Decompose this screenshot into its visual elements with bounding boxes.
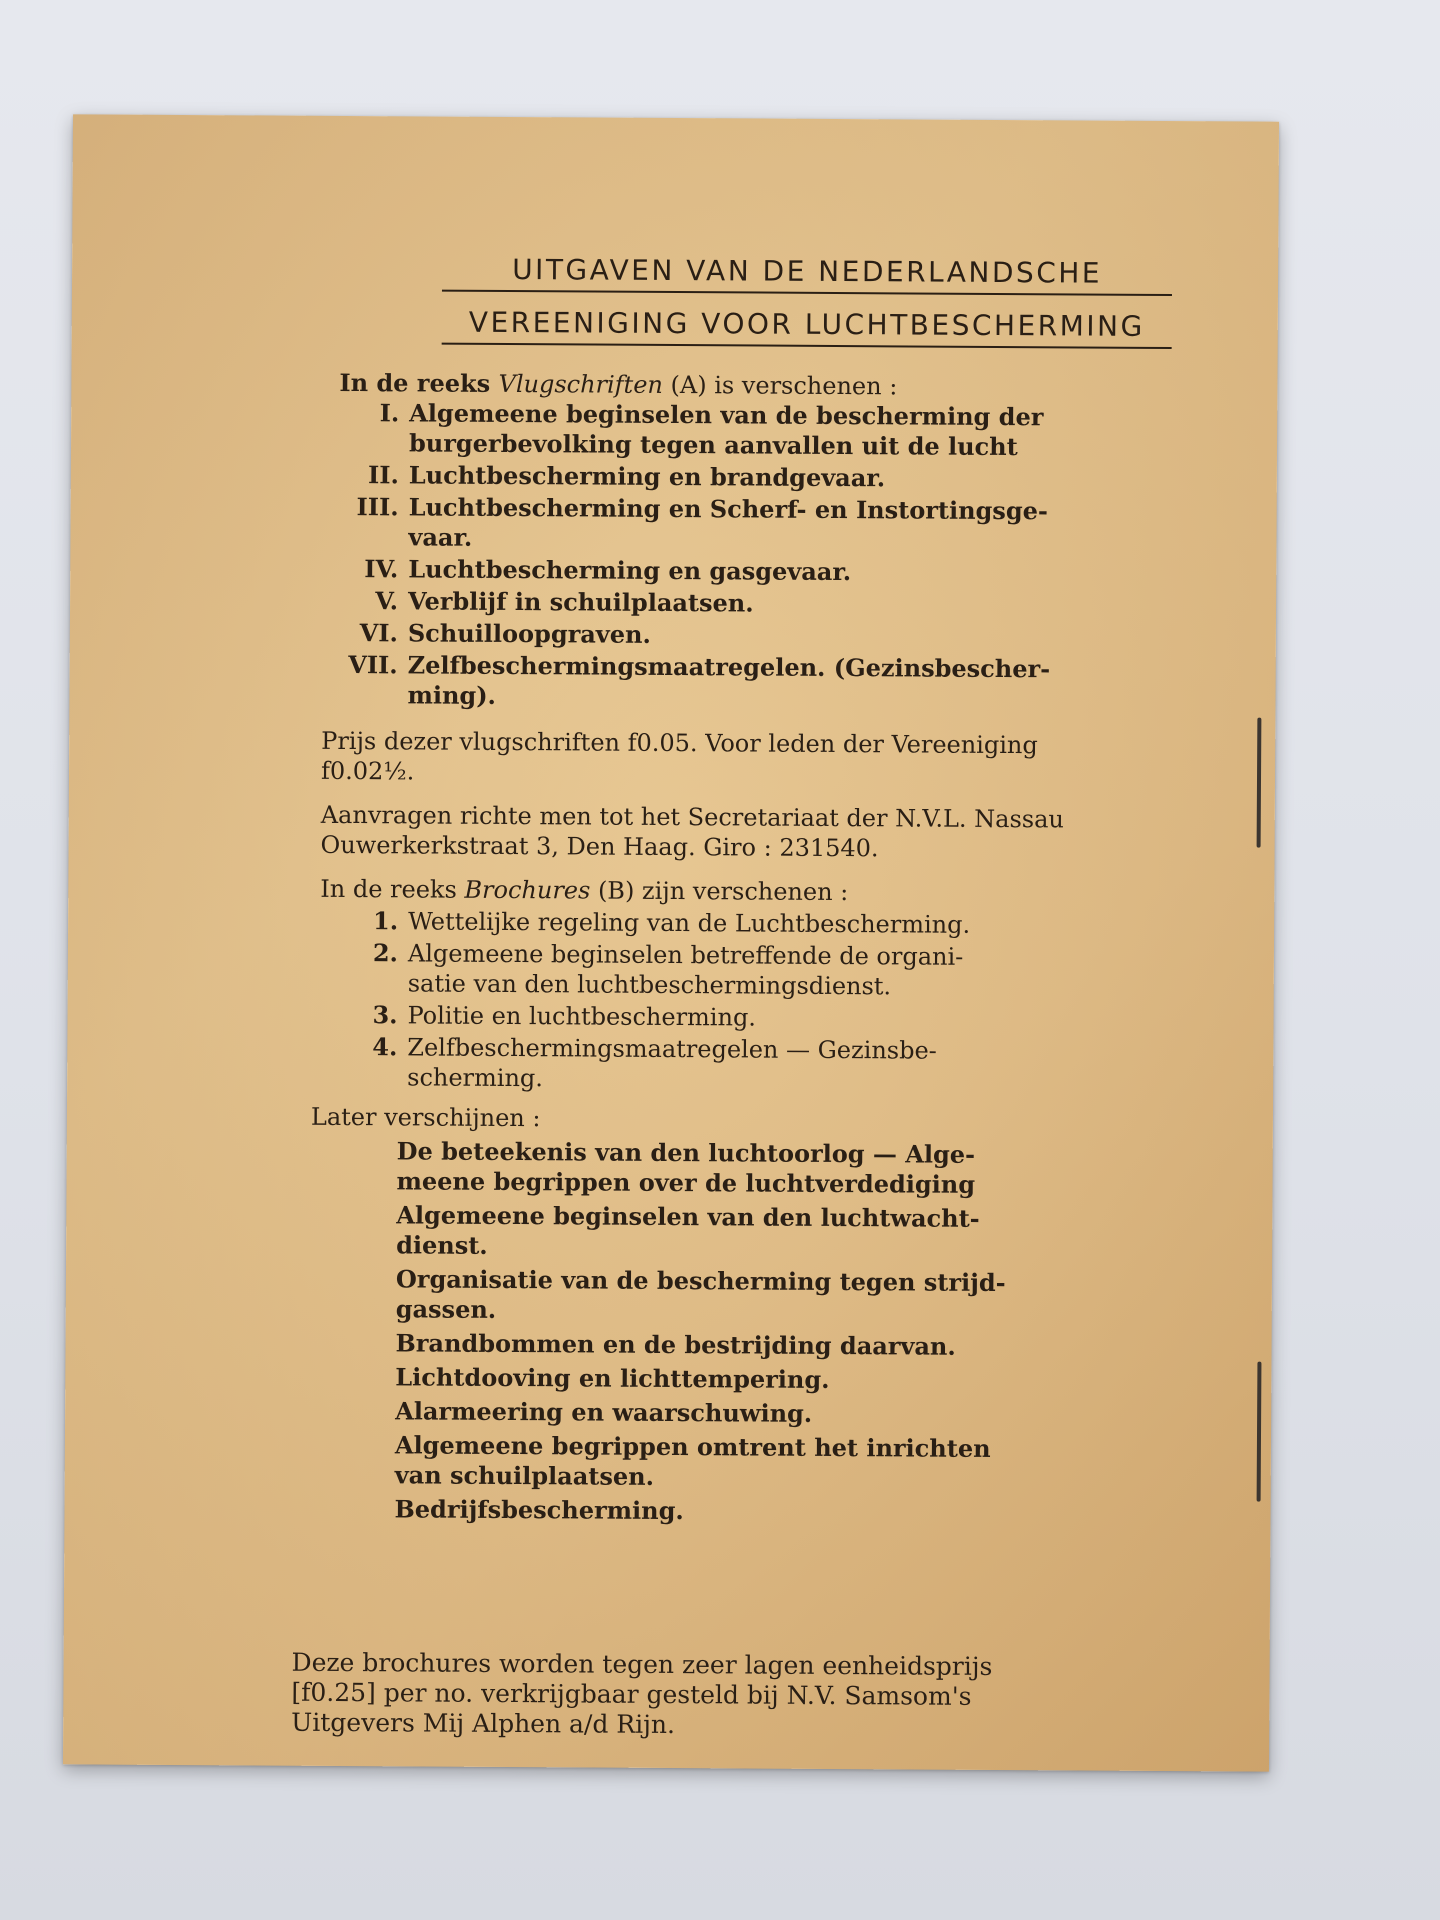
list-item-text: burgerbevolking tegen aanvallen uit de lucht xyxy=(408,428,1018,462)
list-item-text: Algemeene begrippen omtrent het inrichten xyxy=(394,1430,991,1463)
series-b-intro: In de reeks Brochures (B) zijn verschenen : xyxy=(320,874,849,907)
header-line-2: VEREENIGING VOOR LUCHTBESCHERMING xyxy=(442,306,1172,349)
series-a-price: Prijs dezer vlugschriften f0.05. Voor leden der Vereeniging f0.02½. xyxy=(320,726,1038,786)
list-item-number: I. xyxy=(379,398,400,428)
list-item-text: Alarmeering en waarschuwing. xyxy=(395,1396,813,1428)
list-item-text: meene begrippen over de luchtverdediging xyxy=(396,1166,976,1199)
document-header xyxy=(442,253,1173,363)
list-item-text: Luchtbescherming en Scherf- en Instortingsge- xyxy=(408,492,1048,526)
later-heading: Later verschijnen : xyxy=(310,1102,541,1133)
later-item xyxy=(396,1264,1006,1328)
list-item-text: Zelfbeschermingsmaatregelen. (Gezinsbescher- xyxy=(407,650,1051,684)
list-item-text: gassen. xyxy=(395,1294,497,1324)
list-item-number: 3. xyxy=(372,1000,398,1030)
list-item-text: Zelfbeschermingsmaatregelen — Gezinsbe- xyxy=(407,1033,937,1065)
list-item-text: Lichtdooving en lichttempering. xyxy=(395,1362,830,1394)
list-item-number: 4. xyxy=(372,1032,398,1062)
list-item-text: Politie en luchtbescherming. xyxy=(407,1001,757,1032)
series-a-item xyxy=(339,398,1044,462)
list-item-text: scherming. xyxy=(407,1063,544,1093)
list-item-number: 1. xyxy=(372,906,399,936)
list-item-text: Luchtbescherming en brandgevaar. xyxy=(408,460,886,493)
list-item-text: dienst. xyxy=(396,1230,488,1260)
list-item-text: Wettelijke regeling van de Luchtbescherming. xyxy=(408,907,971,939)
list-item-number: 2. xyxy=(372,938,399,968)
list-item-text: Schuilloopgraven. xyxy=(407,618,651,649)
list-item-number: VI. xyxy=(359,618,398,648)
document-page xyxy=(63,114,1279,1771)
staple-mark xyxy=(1257,1362,1262,1502)
series-a-item xyxy=(339,460,885,493)
list-item-number: VII. xyxy=(348,650,398,680)
series-b-item xyxy=(358,906,970,940)
list-item-text: Algemeene beginselen betreffende de organi- xyxy=(407,939,964,971)
header-line-1: UITGAVEN VAN DE NEDERLANDSCHE xyxy=(442,253,1172,296)
list-item-text: Brandbommen en de bestrijding daarvan. xyxy=(395,1328,956,1361)
series-a-request: Aanvragen richte men tot het Secretariaat der N.V.L. Nassau Ouwerkerkstraat 3, Den Haag. Giro : 231540. xyxy=(320,800,1065,863)
series-a-item xyxy=(337,650,1050,714)
list-item-text: Algemeene beginselen van den luchtwacht- xyxy=(396,1200,980,1233)
list-item-text: satie van den luchtbeschermingsdienst. xyxy=(407,969,892,1001)
list-item-number: III. xyxy=(356,492,399,522)
series-b-item xyxy=(357,1032,937,1096)
series-a-item xyxy=(338,618,651,650)
later-item xyxy=(395,1430,991,1494)
list-item-text: Organisatie van de bescherming tegen strijd- xyxy=(395,1264,1006,1298)
list-item-number: V. xyxy=(375,586,399,616)
series-b-item xyxy=(358,938,964,1002)
list-item-number: II. xyxy=(367,460,399,490)
later-item xyxy=(396,1200,980,1264)
series-a-item xyxy=(338,492,1048,556)
later-item xyxy=(395,1328,955,1361)
list-item-text: Algemeene beginselen van de bescherming der xyxy=(409,398,1044,432)
later-item xyxy=(396,1136,975,1200)
later-item xyxy=(395,1396,812,1429)
staple-mark xyxy=(1257,718,1262,848)
footer-note: Deze brochures worden tegen zeer lagen eenheidsprijs [f0.25] per no. verkrijgbaar gesteld bij N.V. Samsom's Uitgevers Mij Alphen a/d Rijn. xyxy=(291,1647,993,1740)
list-item-text: ming). xyxy=(407,680,497,710)
later-item xyxy=(394,1494,683,1526)
list-item-text: Bedrijfsbescherming. xyxy=(394,1494,684,1526)
list-item-number: IV. xyxy=(364,554,399,584)
series-a-item xyxy=(338,554,851,587)
series-a-intro: In de reeks Vlugschriften (A) is verschenen : xyxy=(339,367,898,401)
list-item-text: van schuilplaatsen. xyxy=(394,1460,655,1491)
series-a-item xyxy=(338,586,754,619)
later-item xyxy=(395,1362,829,1395)
series-b-item xyxy=(357,1000,756,1032)
list-item-text: Luchtbescherming en gasgevaar. xyxy=(408,554,852,587)
list-item-text: vaar. xyxy=(408,522,473,552)
list-item-text: De beteekenis van den luchtoorlog — Alge- xyxy=(396,1136,976,1169)
list-item-text: Verblijf in schuilplaatsen. xyxy=(407,586,754,618)
